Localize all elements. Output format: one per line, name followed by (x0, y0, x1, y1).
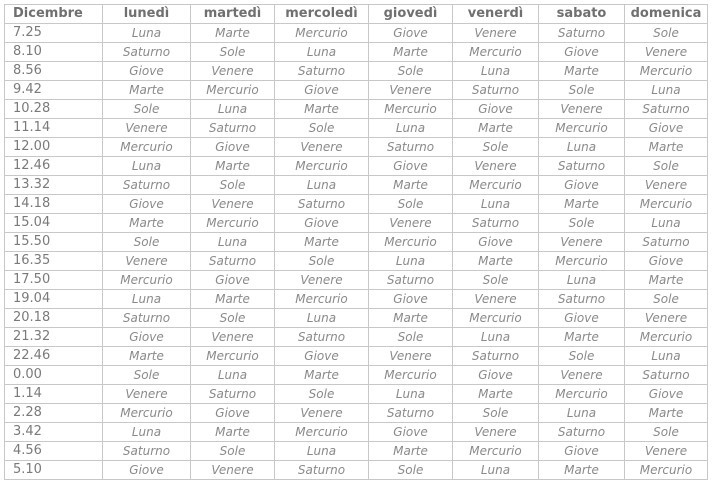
planet-cell: Marte (191, 423, 275, 442)
planet-cell: Luna (625, 347, 708, 366)
planet-cell: Venere (625, 309, 708, 328)
planet-cell: Marte (103, 347, 191, 366)
planet-cell: Sole (191, 442, 275, 461)
planet-cell: Mercurio (625, 195, 708, 214)
time-cell: 10.28 (5, 100, 103, 119)
planet-cell: Giove (625, 119, 708, 138)
planet-cell: Mercurio (275, 290, 369, 309)
planet-cell: Sole (453, 404, 539, 423)
planet-cell: Saturno (369, 138, 453, 157)
planet-cell: Venere (191, 461, 275, 480)
planet-cell: Sole (369, 62, 453, 81)
planet-cell: Luna (369, 119, 453, 138)
planet-cell: Mercurio (191, 347, 275, 366)
planet-cell: Luna (275, 176, 369, 195)
planet-cell: Venere (369, 81, 453, 100)
planet-cell: Marte (275, 233, 369, 252)
planet-cell: Giove (453, 100, 539, 119)
planet-cell: Marte (539, 461, 625, 480)
planet-cell: Sole (103, 233, 191, 252)
planet-cell: Venere (191, 195, 275, 214)
planet-cell: Mercurio (539, 119, 625, 138)
time-cell: 13.32 (5, 176, 103, 195)
time-cell: 20.18 (5, 309, 103, 328)
planet-cell: Giove (191, 271, 275, 290)
planet-cell: Venere (453, 290, 539, 309)
planet-cell: Sole (625, 290, 708, 309)
planet-cell: Sole (453, 138, 539, 157)
planet-cell: Giove (539, 442, 625, 461)
planet-cell: Mercurio (275, 423, 369, 442)
planet-cell: Giove (369, 290, 453, 309)
planet-cell: Sole (369, 328, 453, 347)
planet-cell: Sole (275, 119, 369, 138)
planet-cell: Mercurio (539, 252, 625, 271)
planet-cell: Giove (369, 24, 453, 43)
planet-cell: Saturno (275, 195, 369, 214)
planet-cell: Marte (191, 24, 275, 43)
table-row (5, 62, 708, 81)
table-row (5, 404, 708, 423)
day-header: sabato (539, 5, 625, 24)
planet-cell: Marte (453, 252, 539, 271)
planet-cell: Venere (453, 423, 539, 442)
planet-cell: Luna (625, 214, 708, 233)
planet-cell: Saturno (539, 290, 625, 309)
planet-cell: Saturno (453, 347, 539, 366)
planet-cell: Giove (539, 43, 625, 62)
planet-cell: Sole (191, 43, 275, 62)
planet-cell: Saturno (103, 442, 191, 461)
planet-cell: Mercurio (625, 461, 708, 480)
planet-cell: Sole (103, 366, 191, 385)
day-header: venerdì (453, 5, 539, 24)
planet-cell: Saturno (103, 43, 191, 62)
time-cell: 15.04 (5, 214, 103, 233)
planet-cell: Giove (539, 176, 625, 195)
planet-cell: Saturno (625, 233, 708, 252)
table-row (5, 214, 708, 233)
table-row (5, 328, 708, 347)
planet-cell: Mercurio (275, 24, 369, 43)
time-cell: 21.32 (5, 328, 103, 347)
planet-cell: Mercurio (453, 176, 539, 195)
month-header: Dicembre (5, 5, 103, 24)
planet-cell: Mercurio (191, 81, 275, 100)
time-cell: 19.04 (5, 290, 103, 309)
time-cell: 11.14 (5, 119, 103, 138)
table-row (5, 233, 708, 252)
planet-cell: Sole (453, 271, 539, 290)
planet-cell: Luna (191, 100, 275, 119)
planet-cell: Saturno (453, 214, 539, 233)
planet-cell: Saturno (625, 100, 708, 119)
planet-cell: Mercurio (625, 328, 708, 347)
time-cell: 3.42 (5, 423, 103, 442)
planet-cell: Venere (539, 100, 625, 119)
planet-cell: Sole (191, 176, 275, 195)
planet-cell: Luna (453, 461, 539, 480)
table-row (5, 385, 708, 404)
planet-cell: Luna (539, 404, 625, 423)
planet-cell: Venere (103, 252, 191, 271)
planet-cell: Giove (103, 62, 191, 81)
planet-cell: Luna (103, 290, 191, 309)
table-row (5, 176, 708, 195)
planet-cell: Marte (625, 271, 708, 290)
table-row (5, 461, 708, 480)
time-cell: 22.46 (5, 347, 103, 366)
planet-cell: Saturno (275, 62, 369, 81)
time-cell: 16.35 (5, 252, 103, 271)
planet-cell: Venere (103, 385, 191, 404)
table-header (5, 5, 708, 24)
planet-cell: Mercurio (539, 385, 625, 404)
planet-cell: Saturno (275, 328, 369, 347)
planet-cell: Mercurio (275, 157, 369, 176)
planet-cell: Venere (625, 442, 708, 461)
table-row (5, 290, 708, 309)
planet-cell: Giove (369, 423, 453, 442)
planet-cell: Sole (191, 309, 275, 328)
planet-cell: Saturno (539, 24, 625, 43)
planet-cell: Venere (275, 271, 369, 290)
planet-cell: Mercurio (103, 271, 191, 290)
planet-cell: Marte (369, 442, 453, 461)
planet-cell: Luna (369, 252, 453, 271)
planet-cell: Saturno (625, 366, 708, 385)
table-row (5, 347, 708, 366)
time-cell: 0.00 (5, 366, 103, 385)
planet-cell: Sole (369, 461, 453, 480)
planet-cell: Giove (625, 252, 708, 271)
planet-cell: Venere (625, 43, 708, 62)
planet-cell: Marte (369, 176, 453, 195)
planet-cell: Luna (369, 385, 453, 404)
table-row (5, 442, 708, 461)
planet-cell: Mercurio (103, 404, 191, 423)
planet-cell: Venere (103, 119, 191, 138)
planet-cell: Saturno (191, 119, 275, 138)
planet-cell: Saturno (191, 252, 275, 271)
planet-cell: Sole (625, 157, 708, 176)
time-cell: 8.56 (5, 62, 103, 81)
planet-cell: Sole (539, 214, 625, 233)
planet-cell: Sole (539, 81, 625, 100)
time-cell: 7.25 (5, 24, 103, 43)
planet-cell: Sole (369, 195, 453, 214)
planet-cell: Luna (191, 233, 275, 252)
planet-cell: Sole (103, 100, 191, 119)
table-row (5, 271, 708, 290)
planet-cell: Marte (539, 62, 625, 81)
planet-cell: Venere (539, 366, 625, 385)
planet-cell: Giove (103, 195, 191, 214)
day-header: martedì (191, 5, 275, 24)
planet-cell: Giove (191, 404, 275, 423)
planet-cell: Giove (453, 233, 539, 252)
planet-cell: Mercurio (625, 62, 708, 81)
planet-cell: Saturno (369, 404, 453, 423)
time-cell: 9.42 (5, 81, 103, 100)
planet-cell: Giove (369, 157, 453, 176)
planet-cell: Venere (453, 24, 539, 43)
planet-cell: Giove (453, 366, 539, 385)
planet-cell: Venere (369, 214, 453, 233)
planet-cell: Marte (453, 119, 539, 138)
planet-cell: Marte (539, 328, 625, 347)
time-cell: 8.10 (5, 43, 103, 62)
planet-cell: Saturno (103, 309, 191, 328)
planet-cell: Mercurio (453, 43, 539, 62)
table-row (5, 43, 708, 62)
table-row (5, 195, 708, 214)
planet-cell: Marte (369, 309, 453, 328)
table-row (5, 100, 708, 119)
planet-cell: Sole (625, 24, 708, 43)
planet-cell: Luna (275, 43, 369, 62)
day-header: lunedì (103, 5, 191, 24)
time-cell: 17.50 (5, 271, 103, 290)
table-row (5, 81, 708, 100)
planet-cell: Venere (275, 404, 369, 423)
planet-cell: Sole (275, 252, 369, 271)
planet-cell: Saturno (453, 81, 539, 100)
planet-cell: Luna (539, 271, 625, 290)
table-row (5, 423, 708, 442)
planet-cell: Marte (103, 81, 191, 100)
header-row (5, 5, 708, 24)
planet-cell: Marte (275, 366, 369, 385)
planet-cell: Saturno (103, 176, 191, 195)
planet-cell: Mercurio (103, 138, 191, 157)
planet-cell: Luna (103, 423, 191, 442)
planet-cell: Giove (275, 214, 369, 233)
planetary-hours-table (4, 4, 708, 480)
planet-cell: Saturno (539, 423, 625, 442)
planet-cell: Luna (103, 24, 191, 43)
time-cell: 14.18 (5, 195, 103, 214)
planet-cell: Marte (103, 214, 191, 233)
day-header: mercoledì (275, 5, 369, 24)
table-row (5, 24, 708, 43)
planet-cell: Sole (625, 423, 708, 442)
planet-cell: Luna (275, 442, 369, 461)
planet-cell: Luna (275, 309, 369, 328)
planet-cell: Mercurio (369, 233, 453, 252)
planet-cell: Mercurio (369, 100, 453, 119)
table-row (5, 309, 708, 328)
planet-cell: Luna (453, 195, 539, 214)
planet-cell: Luna (191, 366, 275, 385)
planet-cell: Mercurio (453, 309, 539, 328)
table-row (5, 252, 708, 271)
planet-cell: Marte (625, 404, 708, 423)
planet-cell: Venere (453, 157, 539, 176)
planet-cell: Marte (625, 138, 708, 157)
table-row (5, 157, 708, 176)
table-row (5, 366, 708, 385)
table-body (5, 24, 708, 480)
time-cell: 15.50 (5, 233, 103, 252)
day-header: domenica (625, 5, 708, 24)
planet-cell: Marte (191, 157, 275, 176)
planet-cell: Giove (191, 138, 275, 157)
planet-cell: Mercurio (369, 366, 453, 385)
planet-cell: Marte (453, 385, 539, 404)
planet-cell: Marte (369, 43, 453, 62)
planet-cell: Venere (275, 138, 369, 157)
time-cell: 4.56 (5, 442, 103, 461)
planet-cell: Giove (103, 328, 191, 347)
planet-cell: Venere (539, 233, 625, 252)
planet-cell: Sole (275, 385, 369, 404)
planet-cell: Saturno (539, 157, 625, 176)
planet-cell: Saturno (275, 461, 369, 480)
planet-cell: Marte (539, 195, 625, 214)
planet-cell: Giove (275, 347, 369, 366)
planet-cell: Luna (539, 138, 625, 157)
planet-cell: Venere (191, 62, 275, 81)
time-cell: 5.10 (5, 461, 103, 480)
planet-cell: Mercurio (453, 442, 539, 461)
planet-cell: Luna (453, 328, 539, 347)
planet-cell: Venere (625, 176, 708, 195)
planet-cell: Giove (275, 81, 369, 100)
planet-cell: Luna (453, 62, 539, 81)
planet-cell: Giove (539, 309, 625, 328)
time-cell: 2.28 (5, 404, 103, 423)
planet-cell: Giove (103, 461, 191, 480)
time-cell: 1.14 (5, 385, 103, 404)
planet-cell: Luna (103, 157, 191, 176)
planet-cell: Marte (191, 290, 275, 309)
time-cell: 12.46 (5, 157, 103, 176)
table-row (5, 119, 708, 138)
planet-cell: Venere (369, 347, 453, 366)
planet-cell: Luna (625, 81, 708, 100)
planet-cell: Saturno (369, 271, 453, 290)
planet-cell: Mercurio (191, 214, 275, 233)
planet-cell: Sole (539, 347, 625, 366)
day-header: giovedì (369, 5, 453, 24)
table-row (5, 138, 708, 157)
planet-cell: Saturno (191, 385, 275, 404)
planet-cell: Venere (191, 328, 275, 347)
planet-cell: Marte (275, 100, 369, 119)
time-cell: 12.00 (5, 138, 103, 157)
planet-cell: Giove (625, 385, 708, 404)
